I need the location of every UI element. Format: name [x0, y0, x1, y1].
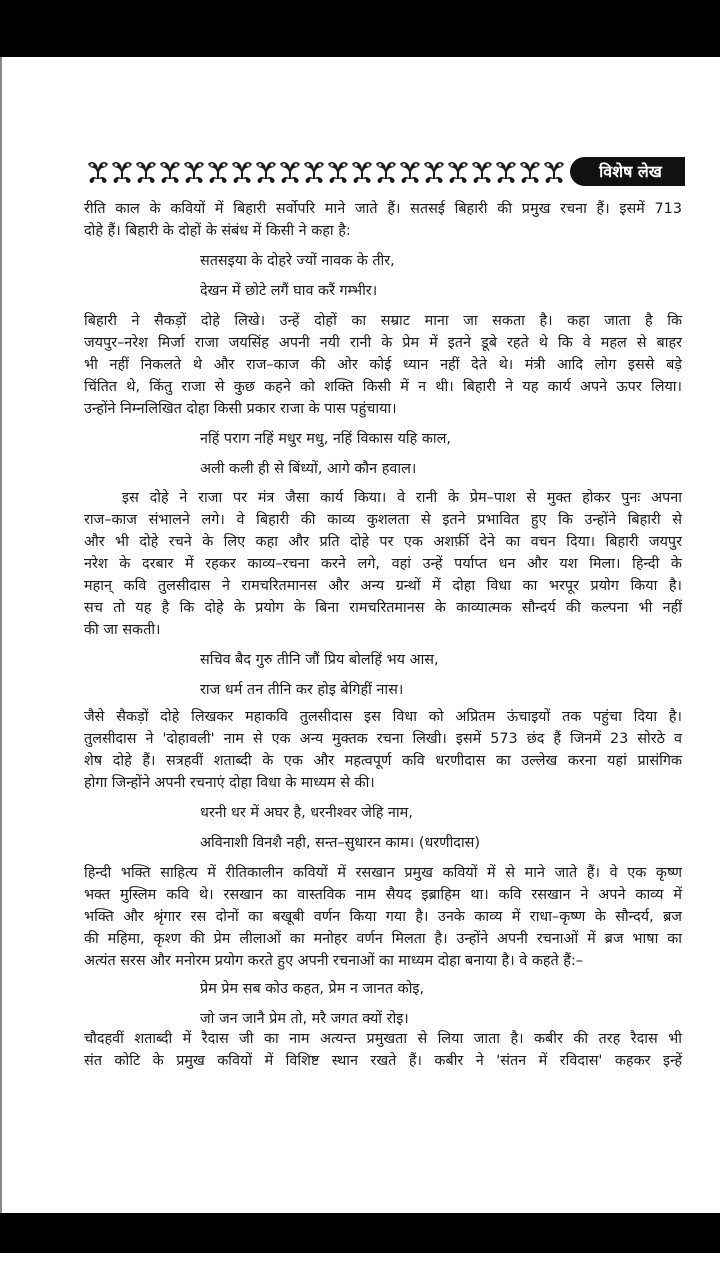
text-line: भक्त मुस्लिम कवि थे। रसखान का वास्तविक नाम सैयद इब्राहिम था। कवि रसखान ने अपने काव्य में [84, 887, 682, 903]
text-line: रीति काल के कवियों में बिहारी सर्वोपरि माने जाते हैं। सतसई बिहारी की प्रमुख रचना हैं। इसमें 713 [84, 201, 682, 217]
text-line: महान् कवि तुलसीदास ने रामचरितमानस और अन्य ग्रन्थों में दोहा विधा का भरपूर प्रयोग किया है। [84, 578, 682, 594]
text-line: भी नहीं निकलते थे और राज–काज की ओर कोई ध्यान नहीं देते थे। मंत्री आदि लोग इससे बड़े [84, 357, 682, 373]
text-line: और भी दोहे रचने के लिए कहा और प्रति दोहे पर एक अशर्फ़ी देने का वचन दिया। बिहारी जयपुर [84, 534, 682, 550]
text-line: जैसे सैकड़ों दोहे लिखकर महाकवि तुलसीदास इस विधा को अप्रितम ऊंचाइयों तक पहुंचा दिया है। [84, 709, 682, 725]
verse-line: सतसइया के दोहरे ज्यों नावक के तीर, [200, 253, 395, 269]
verse-line: धरनी धर में अघर है, धरनीश्वर जेहि नाम, [200, 805, 413, 821]
verse-line: राज धर्म तन तीनि कर होइ बेगिहीं नास। [200, 682, 404, 698]
text-line: हिन्दी भक्ति साहित्य में रीतिकालीन कवियों में रसखान प्रमुख कवियों में से माने जाते हैं। वे एक कृष्ण [84, 865, 682, 881]
text-line: शेष दोहे हैं। सत्रहवीं शताब्दी के एक और महत्वपूर्ण कवि धरणीदास का उल्लेख करना यहां प्रासंगिक [84, 753, 682, 769]
text-line: चिंतित थे, किंतु राजा से कुछ कहने को शक्ति किसी में न थी। बिहारी ने यह कार्य अपने ऊपर लिया। [84, 379, 682, 395]
verse-line: सचिव बैद गुरु तीनि जौं प्रिय बोलहिं भय आस, [200, 652, 439, 668]
text-line: बिहारी ने सैकड़ों दोहे लिखे। उन्हें दोहों का सम्राट माना जा सकता है। कहा जाता है कि [84, 313, 682, 329]
text-line: दोहे हैं। बिहारी के दोहों के संबंध में किसी ने कहा है: [84, 223, 351, 239]
text-line: जयपुर–नरेश मिर्जा राजा जयसिंह अपनी नयी रानी के प्रेम में इतने डूबे रहते थे कि वे महल से बाहर [84, 335, 682, 351]
verse-line: प्रेम प्रेम सब कोउ कहत, प्रेम न जानत कोइ, [200, 981, 425, 997]
text-line: की जा सकती। [84, 622, 161, 638]
text-line: होगा जिन्होंने अपनी रचनाएं दोहा विधा के माध्यम से की। [84, 775, 375, 791]
top-black-bar [0, 0, 720, 57]
text-line: उन्होंने निम्नलिखित दोहा किसी प्रकार राजा के पास पहुंचाया। [84, 401, 397, 417]
text-line: संत कोटि के प्रमुख कवियों में विशिष्ट स्थान रखते हैं। कबीर ने 'संतन में रविदास' कहकर इन्हें [84, 1053, 682, 1069]
text-line: राज–काज संभालने लगे। वे बिहारी की काव्य कुशलता से इतने प्रभावित हुए कि उन्होंने बिहारी से [84, 512, 682, 528]
verse-line: अविनाशी विनशै नही, सन्त–सुधारन काम। (धरणीदास) [200, 835, 481, 851]
bottom-black-bar [0, 1213, 720, 1253]
article-header [86, 157, 686, 187]
verse-line: जो जन जानै प्रेम तो, मरै जगत क्यों रोइ। [200, 1011, 409, 1027]
verse-line: देखन में छोटे लगैं घाव करैं गम्भीर। [200, 283, 378, 299]
text-line: इस दोहे ने राजा पर मंत्र जैसा कार्य किया। वे रानी के प्रेम–पाश से मुक्त होकर पुनः अपना [122, 490, 682, 506]
text-line: सच तो यह है कि दोहे के प्रयोग के बिना रामचरितमानस के काव्यात्मक सौन्दर्य की कल्पना भी नहीं [84, 600, 682, 616]
text-line: तुलसीदास ने 'दोहावली' नाम से एक अन्य मुक्तक रचना लिखी। इसमें 573 छंद हैं जिनमें 23 सोरठे व [84, 731, 682, 747]
text-line: की महिमा, कृश्ण की प्रेम लीलाओं का मनोहर वर्णन मिलता है। उन्होंने अपनी रचनाओं में ब्रज भाषा का [84, 931, 682, 947]
text-line: चौदहवीं शताब्दी में रैदास जी का नाम अत्यन्त प्रमुखता से लिया जाता है। कबीर की तरह रैदास भी [84, 1031, 682, 1047]
section-badge: विशेष लेख [570, 157, 685, 186]
text-line: भक्ति और श्रृंगार रस दोनों का बखूबी वर्णन किया गया है। उनके काव्य में राधा–कृष्ण के सौन्दर्य, ब्रज [84, 909, 682, 925]
ornamental-border-icon [86, 160, 568, 184]
text-line: अत्यंत सरस और मनोरम प्रयोग करते हुए अपनी रचनाओं का माध्यम दोहा बनाया है। वे कहते हैं:– [84, 953, 583, 969]
verse-line: नहिं पराग नहिं मधुर मधु, नहिं विकास यहि काल, [200, 431, 451, 447]
text-line: नरेश के दरबार में रहकर काव्य–रचना करने लगे, वहां उन्हें पर्याप्त धन और यश मिला। हिन्दी के [84, 556, 682, 572]
verse-line: अली कली ही से बिंध्यों, आगे कौन हवाल। [200, 461, 417, 477]
